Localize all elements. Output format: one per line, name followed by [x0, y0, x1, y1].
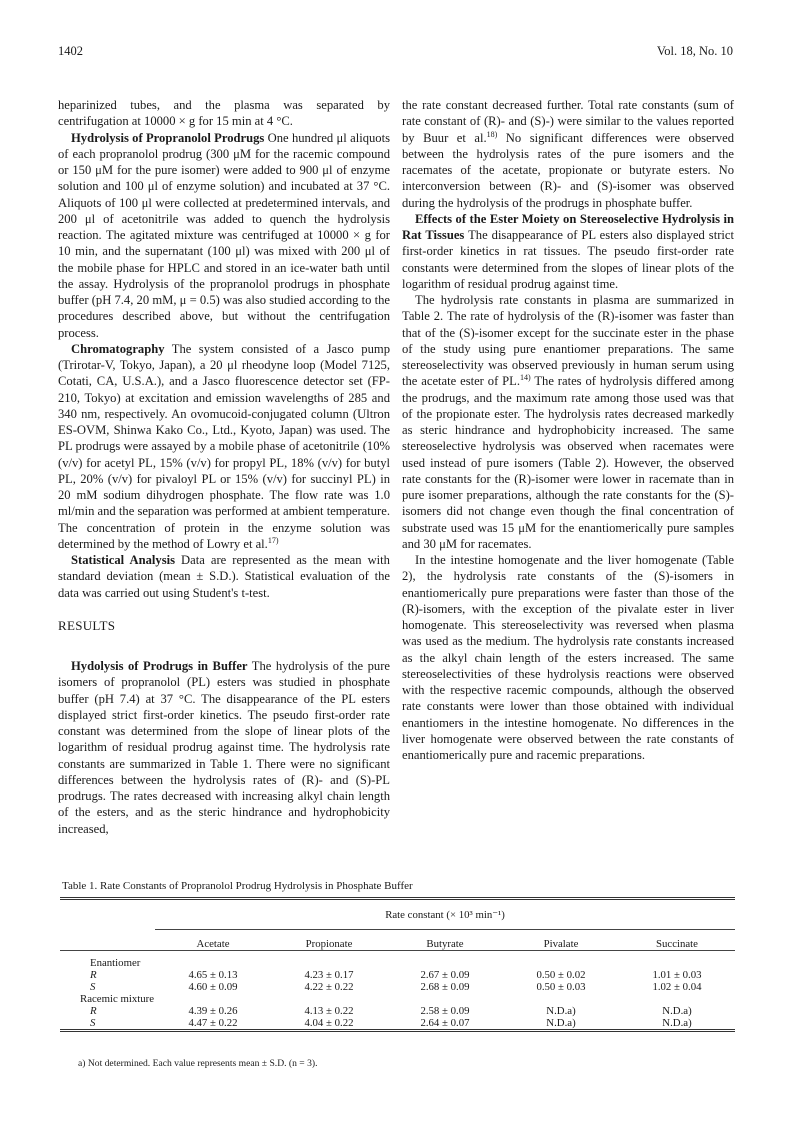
table-cell: N.D.a) [662, 1005, 692, 1017]
body-buffer: The hydrolysis of the pure isomers of propranolol (PL) esters was studied in phosphate buffer (pH 7.4) at 37 °C. The disappearance of the PL esters displayed strict first-order kinetics. The pseudo first-order rate constant was determined from the slope of linear plots of the logarithm of residual prodrug against time. The hydrolysis rate constants are summarized in Table 1. There were no significant differences between the hydrolysis rates of (R)- and (S)-PL prodrugs. The rates decreased with increasing alkyl chain length of the esters, and as the steric hindrance and hydrophobicity increased, [58, 659, 391, 836]
subheading-ester-moiety: Effects of the Ester Moiety on Stereoselective Hydrolysis in Rat Tissues [402, 211, 734, 242]
col-header-pivalate: Pivalate [543, 938, 579, 950]
table-row [60, 981, 735, 993]
table-cell: N.D.a) [546, 1017, 576, 1029]
table-cell: N.D.a) [546, 1005, 576, 1017]
table-spanner: Rate constant (× 10³ min⁻¹) [385, 909, 505, 921]
table-row [60, 1017, 735, 1031]
reference-17: 17) [267, 535, 279, 545]
rate-constant-table [60, 897, 735, 1036]
table-cell: 4.23 ± 0.17 [304, 969, 354, 981]
table-cell: N.D.a) [662, 1017, 692, 1029]
section-results-title: RESULTS [58, 617, 116, 633]
paragraph-rate-constants [402, 97, 734, 211]
subheading-buffer: Hydolysis of Prodrugs in Buffer [71, 659, 248, 673]
table-cell: 4.04 ± 0.22 [304, 1017, 354, 1029]
reference-14: 14) [520, 373, 531, 383]
subheading-chromatography: Chromatography [71, 341, 165, 356]
paragraph-homogenate: In the intestine homogenate and the liver homogenate (Table 2), the hydrolysis rate constants of the (S)-isomers in enantiomerically pure preparations were faster than those of the (R)-isomers, with the exception of the pivalate ester in liver homogenate. This stereoselectivity was reversed when plasma was used as the medium. The hydrolysis rate constants increased as the alkyl chain length of the esters increased. The same stereoselectivities of these hydrolysis reactions were observed with the respective racemic compounds, although the observed rate constants were lower than those obtained with individual enantiomers in the intestine homogenate. No differences in the liver homogenate were observed between the rate constants of enantiomerically pure and racemic preparations. [402, 553, 734, 762]
body-plasma-b: The rates of hydrolysis differed among the prodrugs, and the maximum rate among those used was that of the propionate ester. The hydrolysis rates decreased markedly as steric hindrance and hydrophobicity increased. The same stereoselective hydrolysis was observed when racemates were used instead of pure isomers (Table 2). However, the observed rate constants for the (R)-isomer were lower in racemate than in pure isomer preparations, although the rate constants for the (S)-isomers did not change even though the final concentration of substrate used was 15 μM for the enantiomerically pure samples and 30 μM for racemates. [402, 374, 734, 551]
body-ester-moiety: The disappearance of PL esters also displayed strict first-order kinetics in rat tissues. The pseudo first-order rate constants were determined from the slopes of linear plots of the logarithm of residual prodrug against time. [402, 228, 734, 291]
group-racemic: Racemic mixture [80, 993, 155, 1005]
paragraph-centrifugation: heparinized tubes, and the plasma was separated by centrifugation at 10000 × g for 15 min at 4 °C. [58, 98, 390, 129]
body-hydrolysis: One hundred μl aliquots of each propranolol prodrug (300 μM for the racemic compound or 150 μM for the pure isomer) were added to 900 μl of enzyme solution and 100 μl of enzyme solution) and incubated at 37 °C. Aliquots of 100 μl were collected at predetermined intervals, and 200 μl of acetonitrile was added to quench the hydrolysis reaction. The agitated mixture was centrifuged at 10000 × g for 10 min, and the supernatant (100 μl) was mixed with 200 μl of the mobile phase for HPLC and stored in an ice-water bath until the assay. Hydrolysis of the propranolol prodrugs in phosphate buffer (pH 7.4, 20 mM, μ = 0.5) was also studied according to the procedures described above, but without the centrifugation process. [58, 130, 390, 340]
table-cell: 4.13 ± 0.22 [304, 1005, 354, 1017]
row-label: S [90, 1017, 96, 1029]
row-label: S [90, 981, 96, 993]
col-header-succinate: Succinate [656, 938, 698, 950]
paragraph-chromatography [58, 341, 390, 552]
table-cell: 4.60 ± 0.09 [188, 981, 238, 993]
table-cell: 4.39 ± 0.26 [188, 1005, 238, 1017]
table-footnote: a) Not determined. Each value represents mean ± S.D. (n = 3). [78, 1058, 318, 1069]
body-statistics: Data are represented as the mean with standard deviation (mean ± S.D.). Statistical evaluation of the data was carried out using Student's t-test. [58, 553, 390, 600]
volume-issue: Vol. 18, No. 10 [656, 44, 733, 58]
table-caption: Table 1. Rate Constants of Propranolol Prodrug Hydrolysis in Phosphate Buffer [62, 880, 413, 892]
table-cell: 4.22 ± 0.22 [304, 981, 354, 993]
table-cell: 4.65 ± 0.13 [188, 969, 238, 981]
paragraph-statistics [58, 552, 390, 601]
row-label: R [90, 1005, 97, 1017]
body-rate-b: No significant differences were observed between the hydrolysis rates of the pure isomers and the racemates of the acetate, propionate or butyrate esters. No interconversion between (R)- and (S)-isomer was observed during the hydrolysis of the prodrugs in phosphate buffer. [402, 130, 734, 210]
page-number: 1402 [58, 44, 83, 58]
col-header-propionate: Propionate [305, 938, 353, 950]
subheading-hydrolysis: Hydrolysis of Propranolol Prodrugs [71, 130, 265, 145]
paragraph-plasma [402, 292, 734, 552]
subheading-statistics: Statistical Analysis [71, 553, 175, 567]
group-enantiomer: Enantiomer [90, 957, 141, 969]
table-cell: 1.02 ± 0.04 [652, 981, 702, 993]
table-cell: 0.50 ± 0.03 [536, 981, 586, 993]
table-cell: 2.64 ± 0.07 [420, 1017, 470, 1029]
right-column [402, 97, 734, 763]
paragraph-hydrolysis-prodrugs [58, 130, 390, 341]
table-cell: 0.50 ± 0.02 [536, 969, 586, 981]
table-cell: 2.67 ± 0.09 [420, 969, 470, 981]
paragraph-buffer-hydrolysis [58, 658, 390, 837]
paragraph-ester-moiety [402, 211, 734, 292]
body-plasma-a: The hydrolysis rate constants in plasma are summarized in Table 2. The rate of hydrolysis of the (R)-isomer was faster than that of the (S)-isomer except for the succinate ester in the phase of the study using pure enantiomer preparations. The same stereoselectivity was observed previously in human serum using the acetate ester of PL. [402, 293, 734, 389]
left-column [58, 97, 390, 837]
col-header-butyrate: Butyrate [426, 938, 464, 950]
body-chromatography: The system consisted of a Jasco pump (Trirotar-V, Tokyo, Japan), a 20 μl rheodyne loop (Model 7125, Cotati, CA, U.S.A.), and a Jasco fluorescence detector set (FP-210, Tokyo) at excitation and emission wavelengths of 285 and 340 nm, respectively. An ovomucoid-conjugated column (Ultron ES-OVM, Shinwa Kako Co., Ltd., Kyoto, Japan) was used. The PL prodrugs were assayed by a mobile phase of acetonitrile (10% (v/v) for acetyl PL, 15% (v/v) for propyl PL, 18% (v/v) for butyl PL, 20% (v/v) for pivaloyl PL or 15% (v/v) for succinyl PL) in 20 mM sodium dihydrogen phosphate. The flow rate was 1.0 ml/min and the separation was performed at ambient temperature. The concentration of protein in the enzyme solution was determined by the method of Lowry et al. [58, 341, 390, 551]
table-cell: 1.01 ± 0.03 [652, 969, 702, 981]
table-cell: 4.47 ± 0.22 [188, 1017, 238, 1029]
table-row [60, 1005, 735, 1017]
body-rate-a: the rate constant decreased further. Total rate constants (sum of rate constant of (R)- and (S)-) were similar to the values reported by Buur et al. [402, 98, 734, 145]
table-cell: 2.58 ± 0.09 [420, 1005, 470, 1017]
table-cell: 2.68 ± 0.09 [420, 981, 470, 993]
col-header-acetate: Acetate [196, 938, 230, 950]
table-row [60, 969, 735, 981]
reference-18: 18) [486, 129, 498, 139]
row-label: R [90, 969, 97, 981]
